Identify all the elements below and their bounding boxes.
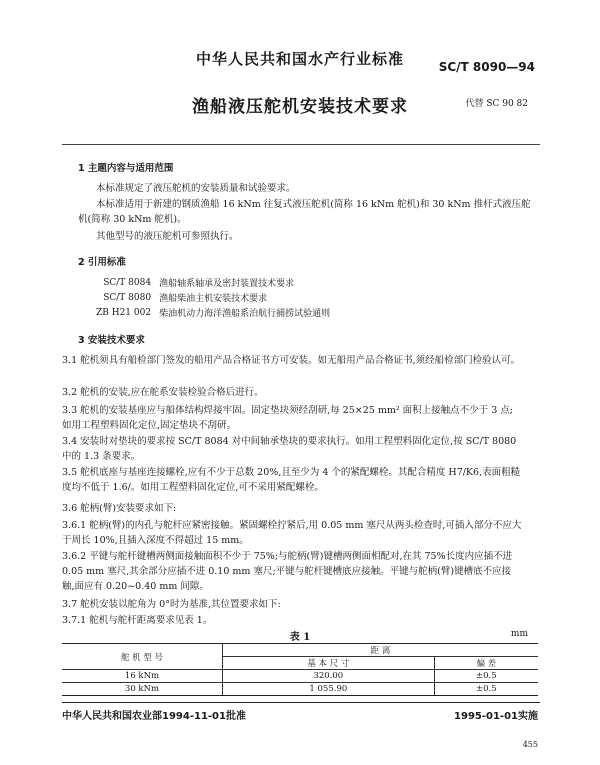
header-rule: [62, 144, 540, 145]
clause-3-5: 3.5 舵机底座与基座连接螺栓,应有不少于总数 20%,且至少为 4 个的紧配螺栓。其配合精度 H7/K6,表面粗糙度均不低于 1.6/。如用工程塑料固化定位,可不采用紧配螺栓。: [62, 467, 521, 493]
table-row: [62, 683, 538, 696]
reference-name: 渔船柴油主机安装技术要求: [159, 294, 268, 304]
page-number: 455: [522, 740, 538, 749]
section-1-paragraph: 本标准适用于新建的钢质渔船 16 kNm 往复式液压舵机(简称 16 kNm 舵机)和 30 kNm 推杆式液压舵机(简称 30 kNm 舵机)。: [78, 199, 531, 225]
reference-code: ZB H21 002: [96, 307, 152, 318]
clause-3-2: 3.2 舵机的安装,应在舵系安装检验合格后进行。: [62, 387, 264, 398]
clause-3-6-2: 3.6.2 平键与舵杆键槽两侧面接触面积不少于 75%;与舵柄(臂)键槽两侧面相配对,在其 75%长度内应插不进 0.05 mm 塞尺,其余部分应插不进 0.10 mm 塞尺;平键与舵杆键槽底应接触。平键与舵柄(臂)键槽底不应接触,面应有 0.20~0.40 mm 间隙。: [62, 551, 513, 592]
clause-3-1: 3.1 舵机须具有船检部门签发的船用产品合格证书方可安装。如无船用产品合格证书,须经船检部门检验认可。: [62, 355, 521, 366]
cell-deviation: ±0.5: [434, 683, 538, 696]
header-deviation: 偏 差: [434, 657, 538, 670]
reference-item: [96, 290, 338, 305]
header-basic-size: 基 本 尺 寸: [223, 657, 435, 670]
clause-3-7-1: 3.7.1 舵机与舵杆距离要求见表 1。: [62, 615, 213, 626]
standard-number: SC/T 8090—94: [438, 60, 535, 74]
reference-code: SC/T 8084: [103, 277, 152, 288]
distance-table: [62, 643, 538, 696]
table-row: [62, 670, 538, 683]
footer-rule: [62, 702, 540, 703]
cell-basic-size: 1 055.90: [223, 683, 435, 696]
clause-3-3: 3.3 舵机的安装基座应与船体结构焊接牢固。固定垫块须经刮研,每 25×25 mm² 面积上接触点不少于 3 点;如用工程塑料固化定位,固定垫块不刮研。: [62, 405, 513, 431]
replaces-note: 代替 SC 90 82: [465, 99, 528, 109]
table-header-row: [62, 644, 538, 657]
reference-code: SC/T 8080: [103, 292, 152, 303]
document-title: 渔船液压舵机安装技术要求: [192, 97, 408, 117]
clause-3-4: 3.4 安装时对垫块的要求按 SC/T 8084 对中间轴承垫块的要求执行。如用工程塑料固化定位,按 SC/T 8080中的 1.3 条要求。: [62, 436, 517, 462]
reference-item: [96, 305, 338, 320]
issuing-organization: 中华人民共和国水产行业标准: [195, 50, 404, 68]
cell-deviation: ±0.5: [434, 670, 538, 683]
header-distance: 距 离: [223, 644, 539, 657]
table-caption: 表 1: [289, 632, 311, 643]
clause-3-7: 3.7 舵机安装以舵角为 0°时为基准,其位置要求如下:: [62, 599, 281, 610]
cell-model: 30 kNm: [62, 683, 223, 696]
section-1-paragraph: 其他型号的液压舵机可参照执行。: [96, 231, 239, 242]
reference-list: [96, 275, 338, 320]
clause-3-6-1: 3.6.1 舵柄(臂)的内孔与舵杆应紧密接触。紧固螺栓拧紧后,用 0.05 mm 塞尺从两头检查时,可插入部分不应大于周长 10%,且插入深度不得超过 15 mm。: [62, 520, 522, 546]
section-1-paragraph: 本标准规定了液压舵机的安装质量和试验要求。: [96, 183, 296, 194]
clause-3-6: 3.6 舵柄(臂)安装要求如下:: [62, 503, 177, 514]
reference-name: 渔船轴系轴承及密封装置技术要求: [159, 279, 295, 289]
section-1-title: 1 主题内容与适用范围: [78, 163, 174, 174]
cell-model: 16 kNm: [62, 670, 223, 683]
reference-item: [96, 275, 338, 290]
section-2-title: 2 引用标准: [78, 257, 126, 268]
cell-basic-size: 320.00: [223, 670, 435, 683]
reference-name: 柴油机动力海洋渔船系泊航行捕捞试验通则: [159, 309, 331, 319]
effective-date: 1995-01-01实施: [454, 711, 538, 722]
approval-line: 中华人民共和国农业部1994-11-01批准: [62, 711, 246, 722]
section-3-title: 3 安装技术要求: [78, 335, 145, 346]
table-unit: mm: [510, 629, 528, 639]
header-model: 舵 机 型 号: [62, 644, 223, 670]
